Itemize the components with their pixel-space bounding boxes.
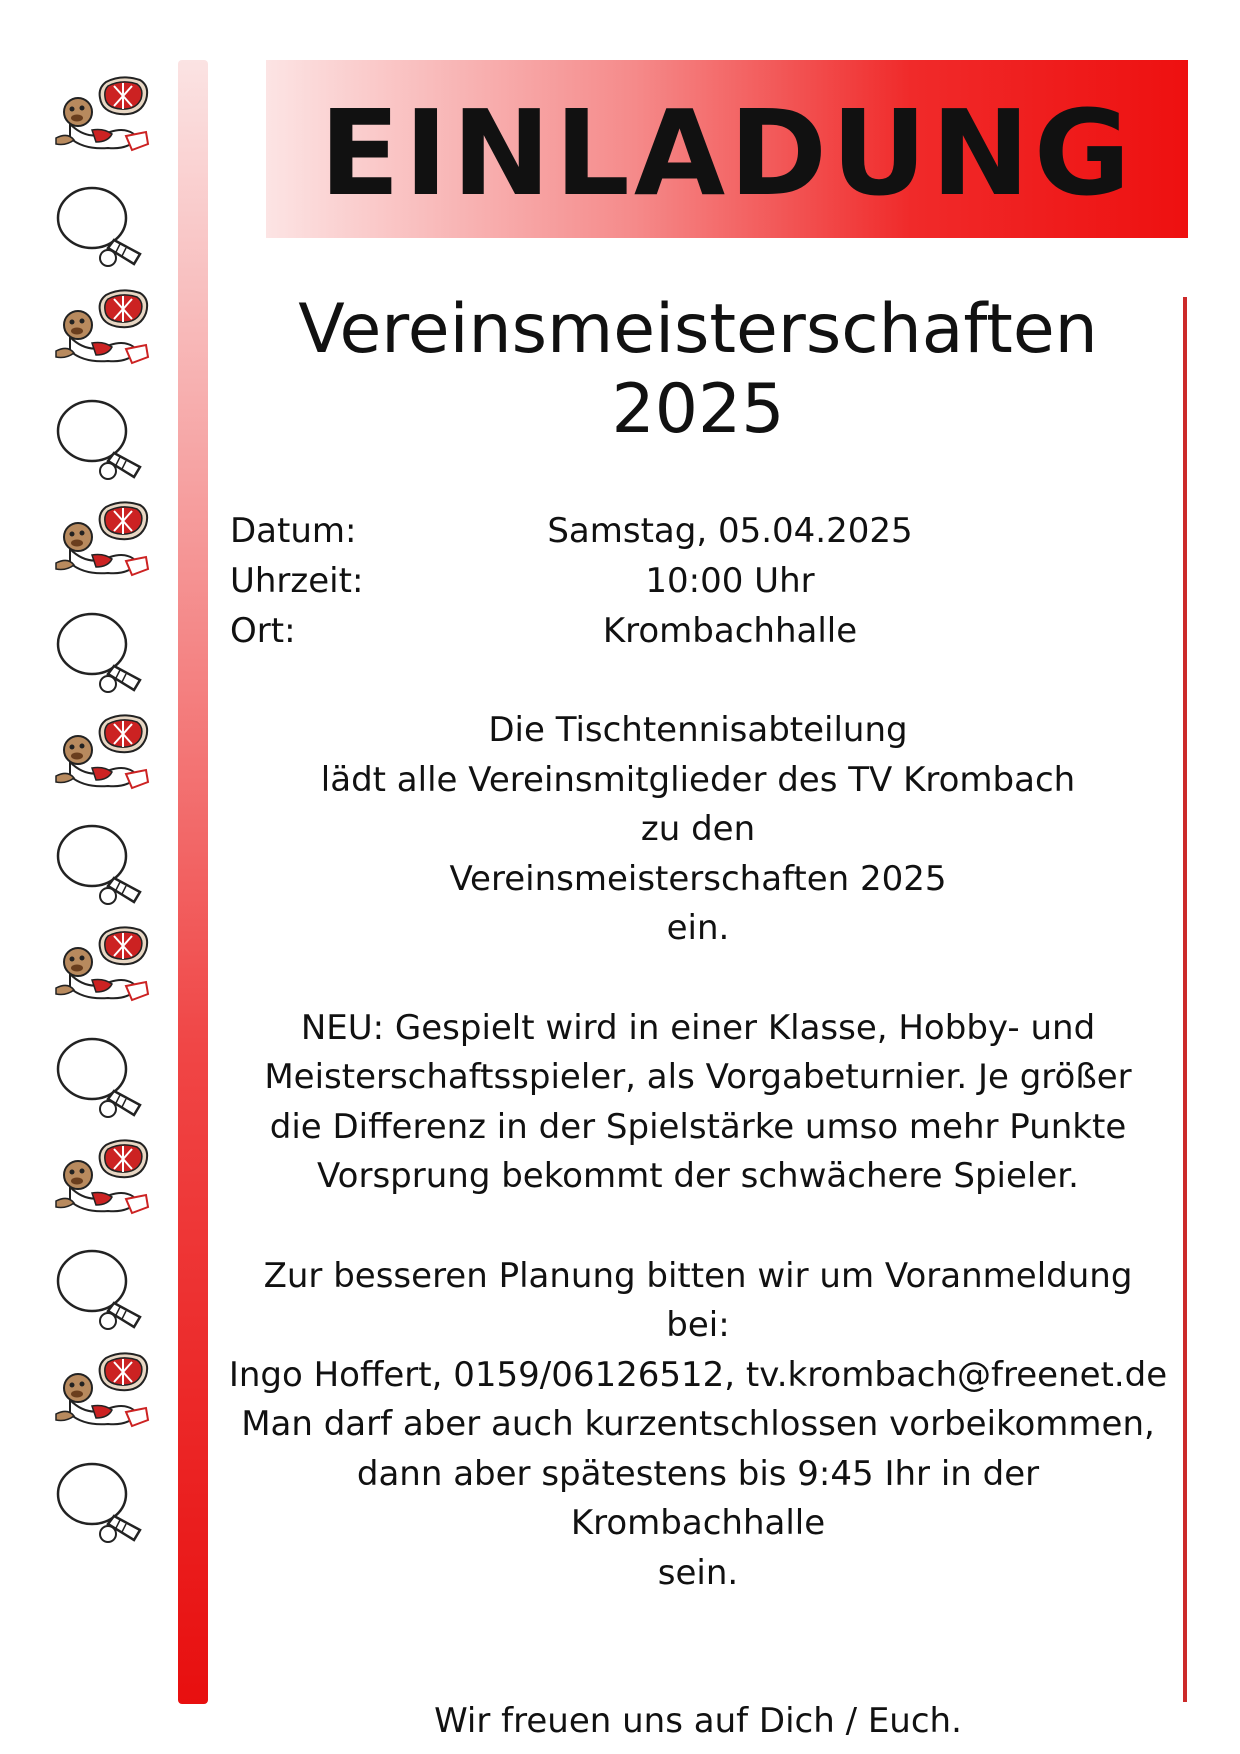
event-title: Vereinsmeisterschaften bbox=[298, 290, 1098, 369]
paragraph-line: Ingo Hoffert, 0159/06126512, tv.krombach@freenet.de bbox=[228, 1354, 1168, 1395]
table-tennis-paddle-icon bbox=[48, 816, 160, 912]
mascot-icon bbox=[48, 285, 160, 381]
table-tennis-paddle-icon bbox=[48, 1241, 160, 1337]
paragraph-line: NEU: Gespielt wird in einer Klasse, Hobby- und bbox=[300, 1007, 1096, 1048]
mascot-icon bbox=[48, 710, 160, 806]
detail-label: Uhrzeit: bbox=[230, 561, 364, 601]
mascot-icon bbox=[48, 1348, 160, 1444]
paragraph-line: dann aber spätestens bis 9:45 Ihr in der Krombachhalle bbox=[356, 1453, 1040, 1543]
paragraph-line: lädt alle Vereinsmitglieder des TV Krombach bbox=[320, 759, 1076, 800]
table-tennis-paddle-icon bbox=[48, 1454, 160, 1550]
detail-value: 10:00 Uhr bbox=[645, 561, 815, 601]
table-tennis-paddle-icon bbox=[48, 1029, 160, 1125]
table-tennis-paddle-icon bbox=[48, 178, 160, 274]
mascot-icon bbox=[48, 922, 160, 1018]
detail-row-time bbox=[228, 556, 1168, 606]
paragraph-line: zu den bbox=[640, 809, 756, 849]
event-year: 2025 bbox=[611, 370, 785, 449]
mascot-icon bbox=[48, 1135, 160, 1231]
detail-value: Samstag, 05.04.2025 bbox=[547, 511, 913, 551]
paragraph-line: Vorsprung bekommt der schwächere Spieler. bbox=[317, 1156, 1079, 1196]
mascot-icon bbox=[48, 72, 160, 168]
detail-label: Ort: bbox=[230, 611, 296, 651]
news-paragraph bbox=[228, 1004, 1168, 1202]
registration-paragraph bbox=[228, 1252, 1168, 1599]
left-gradient-bar bbox=[178, 60, 208, 1704]
event-details bbox=[228, 506, 1168, 656]
invitation-paragraph bbox=[228, 706, 1168, 954]
paragraph-line: Meisterschaftsspieler, als Vorgabeturnier. Je größer bbox=[264, 1057, 1132, 1097]
detail-row-date bbox=[228, 506, 1168, 556]
paragraph-line: die Differenz in der Spielstärke umso mehr Punkte bbox=[269, 1106, 1127, 1147]
paragraph-line: Zur besseren Planung bitten wir um Voranmeldung bei: bbox=[263, 1255, 1133, 1345]
paragraph-line: sein. bbox=[657, 1552, 739, 1593]
banner-title: EINLADUNG bbox=[319, 84, 1135, 222]
main-content bbox=[228, 290, 1168, 1746]
mascot-icon bbox=[48, 497, 160, 593]
table-tennis-paddle-icon bbox=[48, 604, 160, 700]
right-red-line bbox=[1183, 297, 1187, 1702]
detail-label: Datum: bbox=[230, 511, 357, 551]
title-banner bbox=[266, 60, 1188, 238]
paragraph-line: Die Tischtennisabteilung bbox=[488, 710, 908, 750]
paragraph-line: Man darf aber auch kurzentschlossen vorbeikommen, bbox=[241, 1404, 1155, 1444]
detail-value: Krombachhalle bbox=[602, 611, 858, 651]
closing-line: Wir freuen uns auf Dich / Euch. bbox=[434, 1701, 962, 1741]
paragraph-line: Vereinsmeisterschaften 2025 bbox=[449, 858, 947, 899]
paragraph-line: ein. bbox=[666, 908, 730, 948]
detail-row-location bbox=[228, 606, 1168, 656]
table-tennis-paddle-icon bbox=[48, 391, 160, 487]
